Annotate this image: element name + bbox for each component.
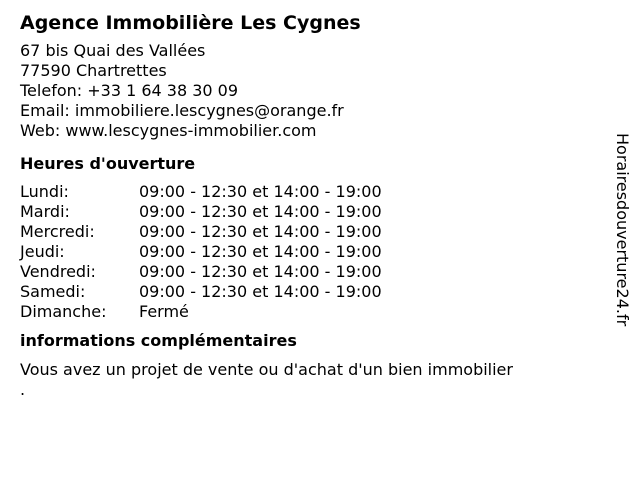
info-text-end: . bbox=[20, 380, 26, 399]
hours-row-samedi bbox=[20, 282, 600, 302]
time-range: Fermé bbox=[139, 302, 189, 321]
hours-row-dimanche bbox=[20, 302, 600, 322]
phone-line: Telefon: +33 1 64 38 30 09 bbox=[20, 81, 239, 100]
hours-row-mardi bbox=[20, 202, 600, 222]
day-label: Samedi: bbox=[20, 282, 86, 301]
site-watermark: Horairesdouverture24.fr bbox=[613, 133, 632, 327]
day-label: Mardi: bbox=[20, 202, 70, 221]
day-label: Dimanche: bbox=[20, 302, 107, 321]
agency-name: Agence Immobilière Les Cygnes bbox=[20, 12, 361, 34]
hours-row-lundi bbox=[20, 182, 600, 202]
day-label: Lundi: bbox=[20, 182, 69, 201]
day-label: Vendredi: bbox=[20, 262, 96, 281]
time-range: 09:00 - 12:30 et 14:00 - 19:00 bbox=[139, 242, 382, 261]
hours-table bbox=[20, 182, 600, 322]
day-label: Mercredi: bbox=[20, 222, 95, 241]
time-range: 09:00 - 12:30 et 14:00 - 19:00 bbox=[139, 202, 382, 221]
hours-row-mercredi bbox=[20, 222, 600, 242]
time-range: 09:00 - 12:30 et 14:00 - 19:00 bbox=[139, 182, 382, 201]
time-range: 09:00 - 12:30 et 14:00 - 19:00 bbox=[139, 282, 382, 301]
email-line: Email: immobiliere.lescygnes@orange.fr bbox=[20, 101, 344, 120]
contact-block bbox=[20, 41, 600, 141]
info-text: Vous avez un projet de vente ou d'achat d'un bien immobilier bbox=[20, 360, 513, 379]
business-card bbox=[20, 10, 600, 400]
info-heading: informations complémentaires bbox=[20, 331, 297, 350]
day-label: Jeudi: bbox=[20, 242, 65, 261]
web-line: Web: www.lescygnes-immobilier.com bbox=[20, 121, 317, 140]
time-range: 09:00 - 12:30 et 14:00 - 19:00 bbox=[139, 262, 382, 281]
hours-row-jeudi bbox=[20, 242, 600, 262]
address-city: 77590 Chartrettes bbox=[20, 61, 167, 80]
hours-row-vendredi bbox=[20, 262, 600, 282]
time-range: 09:00 - 12:30 et 14:00 - 19:00 bbox=[139, 222, 382, 241]
hours-heading: Heures d'ouverture bbox=[20, 154, 196, 173]
address-street: 67 bis Quai des Vallées bbox=[20, 41, 206, 60]
